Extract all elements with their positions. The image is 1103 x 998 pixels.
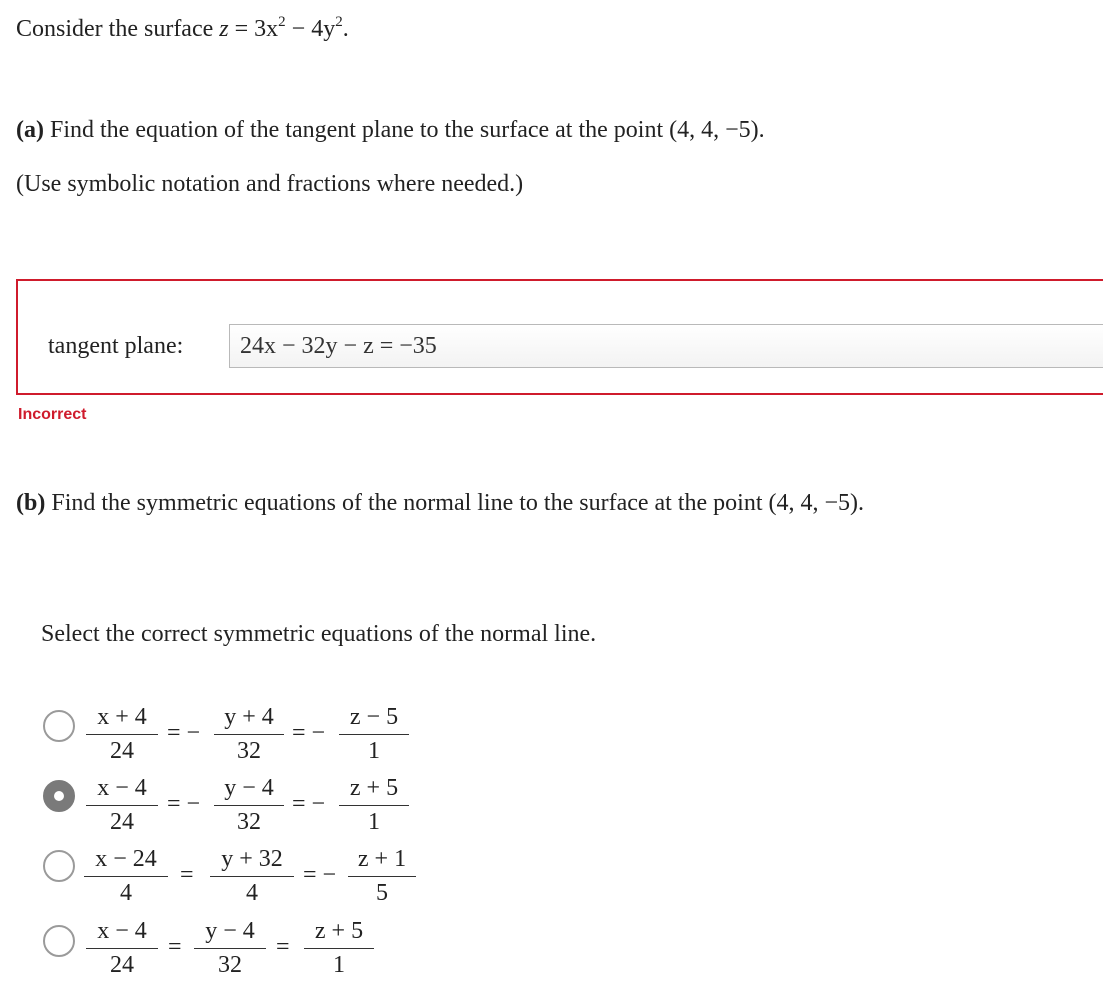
part-b-label: (b) xyxy=(16,490,46,516)
option-4-num-y: y − 4 xyxy=(205,918,255,944)
part-a-text: Find the equation of the tangent plane to the surface at the point (4, 4, −5). xyxy=(49,117,765,143)
option-4-radio[interactable] xyxy=(43,925,75,957)
option-1-den-x: 24 xyxy=(110,738,134,764)
option-3-num-y: y + 32 xyxy=(221,846,283,872)
eq-term1: 3x xyxy=(254,16,279,42)
option-3-den-x: 4 xyxy=(120,880,132,906)
eq-minus: − xyxy=(285,16,312,42)
option-3-den-y: 4 xyxy=(246,880,258,906)
option-4-num-z: z + 5 xyxy=(314,918,364,944)
option-4-den-z: 1 xyxy=(333,952,345,978)
part-b-text: Find the symmetric equations of the normal line to the surface at the point (4, 4, −5). xyxy=(51,490,865,516)
eq-z: z xyxy=(219,16,229,42)
option-2-frac-x xyxy=(86,774,158,836)
part-a-note: (Use symbolic notation and fractions where needed.) xyxy=(16,171,524,197)
problem-statement xyxy=(16,16,349,43)
option-2-den-y: 32 xyxy=(237,809,261,835)
option-1-op2: = − xyxy=(292,720,326,746)
option-3-num-x: x − 24 xyxy=(95,846,157,872)
option-4-frac-z xyxy=(304,917,374,979)
option-1-frac-x xyxy=(86,703,158,765)
eq-exp1: 2 xyxy=(278,14,286,30)
option-4-frac-y xyxy=(194,917,266,979)
option-2-den-x: 24 xyxy=(110,809,134,835)
option-1-frac-y xyxy=(214,703,284,765)
eq-end: . xyxy=(342,16,349,42)
option-3-radio[interactable] xyxy=(43,850,75,882)
option-2-frac-z xyxy=(339,774,409,836)
option-3-num-z: z + 1 xyxy=(357,846,407,872)
part-a-label: (a) xyxy=(16,117,44,143)
option-1-num-z: z − 5 xyxy=(349,704,399,730)
intro-text: Consider the surface xyxy=(16,16,220,42)
incorrect-status: Incorrect xyxy=(18,406,87,423)
option-2-op2: = − xyxy=(292,791,326,817)
option-2-den-z: 1 xyxy=(368,809,380,835)
option-2-radio[interactable] xyxy=(43,780,75,812)
option-3-den-z: 5 xyxy=(376,880,388,906)
option-3-op2: = − xyxy=(303,862,337,888)
option-1-op1: = − xyxy=(167,720,201,746)
option-1-den-y: 32 xyxy=(237,738,261,764)
option-4-num-x: x − 4 xyxy=(97,918,147,944)
part-b-question xyxy=(16,490,864,517)
option-4-frac-x xyxy=(86,917,158,979)
eq-exp2: 2 xyxy=(335,14,343,30)
option-2-num-z: z + 5 xyxy=(349,775,399,801)
option-4-op2: = xyxy=(276,934,290,960)
part-b-prompt: Select the correct symmetric equations of the normal line. xyxy=(41,621,597,647)
option-4-den-y: 32 xyxy=(218,952,242,978)
option-3-frac-x xyxy=(84,845,168,907)
option-4-op1: = xyxy=(168,934,182,960)
option-1-num-x: x + 4 xyxy=(97,704,147,730)
option-2-num-y: y − 4 xyxy=(224,775,274,801)
option-3-op1: = xyxy=(180,862,194,888)
option-1-frac-z xyxy=(339,703,409,765)
eq-term2: 4y xyxy=(311,16,336,42)
part-a-question xyxy=(16,117,765,144)
option-4-den-x: 24 xyxy=(110,952,134,978)
option-1-den-z: 1 xyxy=(368,738,380,764)
option-3-frac-z xyxy=(348,845,416,907)
tangent-plane-label: tangent plane: xyxy=(48,333,184,359)
option-1-num-y: y + 4 xyxy=(224,704,274,730)
option-3-frac-y xyxy=(210,845,294,907)
option-1-radio[interactable] xyxy=(43,710,75,742)
option-2-frac-y xyxy=(214,774,284,836)
option-2-op1: = − xyxy=(167,791,201,817)
option-2-num-x: x − 4 xyxy=(97,775,147,801)
tangent-plane-input[interactable]: 24x − 32y − z = −35 xyxy=(229,324,1103,368)
eq-equals: = xyxy=(228,16,255,42)
